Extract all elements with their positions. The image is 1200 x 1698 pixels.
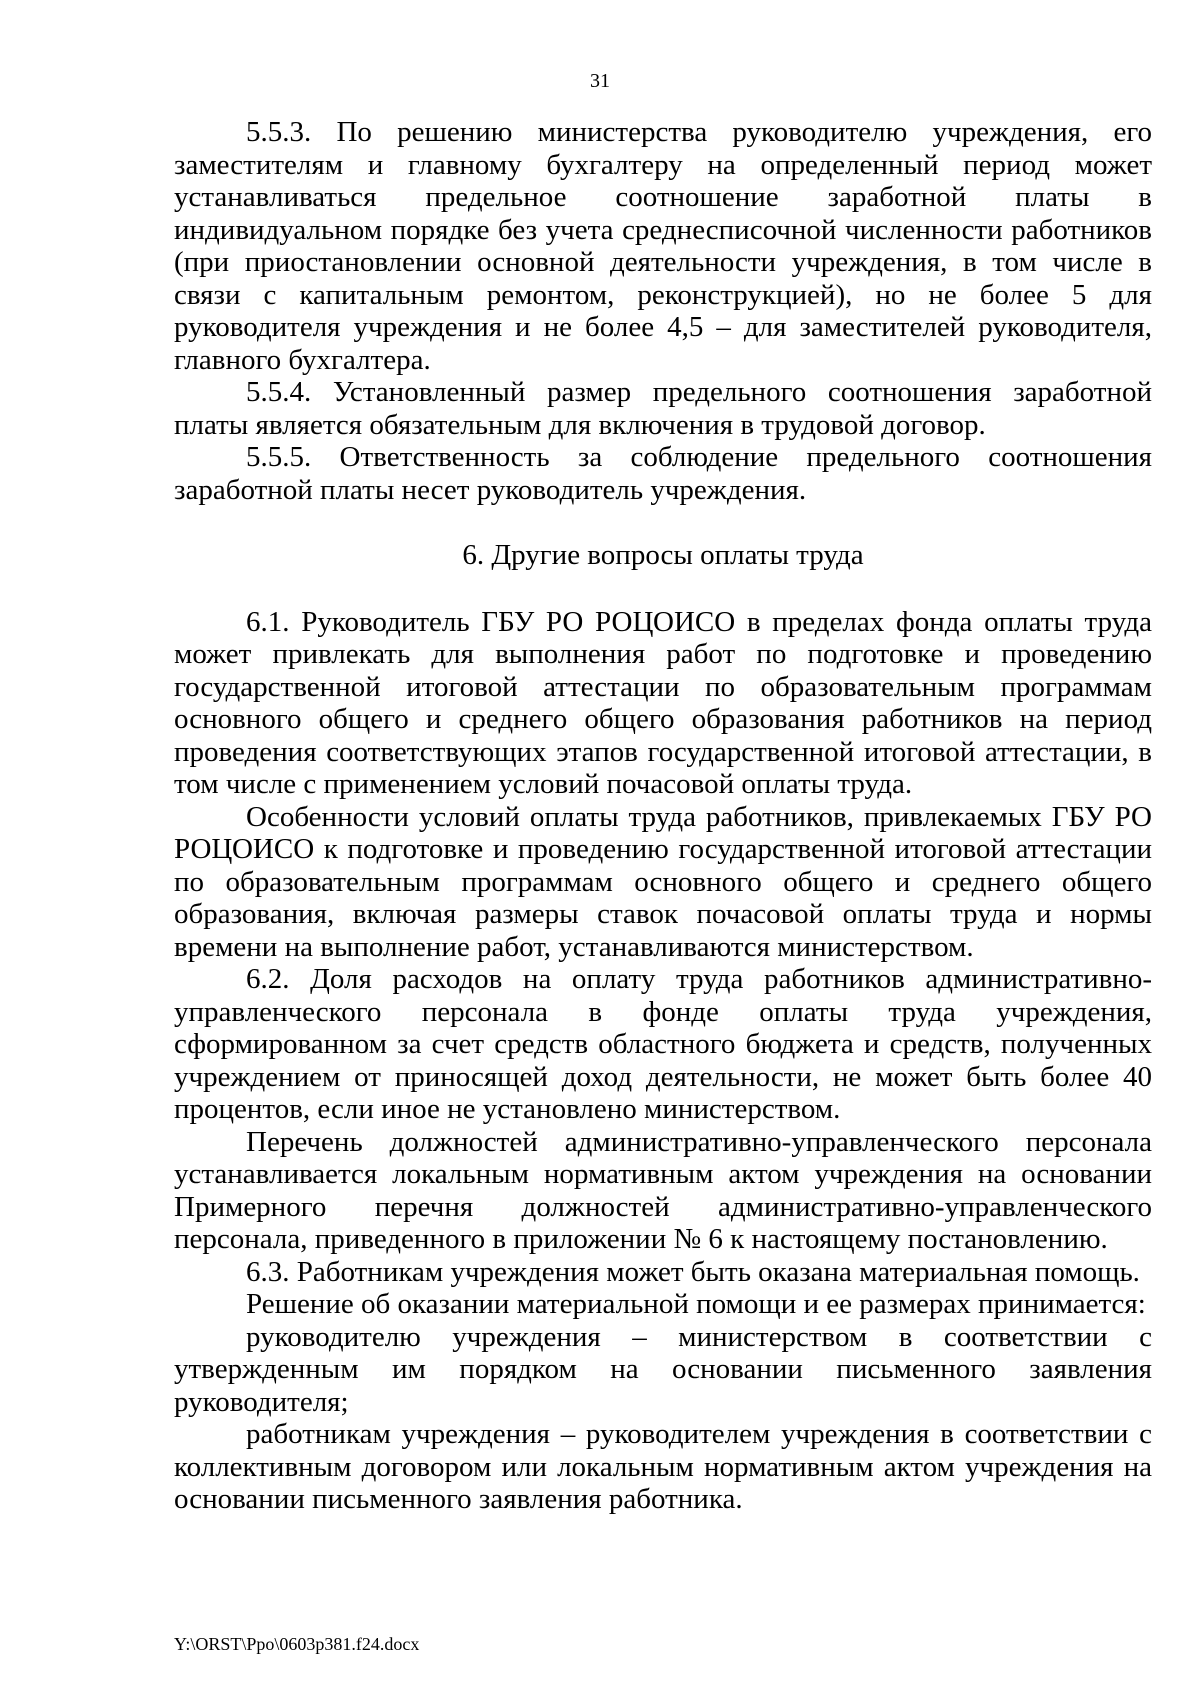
- document-body: [174, 116, 1152, 1516]
- paragraph-6-1: 6.1. Руководитель ГБУ РО РОЦОИСО в пределах фонда оплаты труда может привлекать для выполнения работ по подготовке и проведению государственной итоговой аттестации по образовательным программам основного общего и среднего общего образования работников на период проведения соответствующих этапов государственной итоговой аттестации, в том числе с применением условий почасовой оплаты труда.: [174, 605, 1152, 800]
- paragraph-6-3-workers: работникам учреждения – руководителем учреждения в соответствии с коллективным договором или локальным нормативным актом учреждения на основании письменного заявления работника.: [174, 1418, 1152, 1515]
- paragraph-6-1-features: Особенности условий оплаты труда работников, привлекаемых ГБУ РО РОЦОИСО к подготовке и проведению государственной итоговой аттестации по образовательным программам основного общего и среднего общего образования, включая размеры ставок почасовой оплаты труда и нормы времени на выполнение работ, устанавливаются министерством.: [174, 800, 1152, 963]
- paragraph-6-3-decision: Решение об оказании материальной помощи и ее размерах принимается:: [246, 1288, 1146, 1320]
- paragraph-5-5-4: 5.5.4. Установленный размер предельного соотношения заработной платы является обязательным для включения в трудовой договор.: [174, 376, 1152, 441]
- page-number: 31: [590, 70, 610, 92]
- section-heading: 6. Другие вопросы оплаты труда: [462, 539, 864, 571]
- paragraph-5-5-3: 5.5.3. По решению министерства руководителю учреждения, его заместителям и главному бухгалтеру на определенный период может устанавливаться предельное соотношение заработной платы в индивидуальном порядке без учета среднесписочной численности работников (при приостановлении основной деятельности учреждения, в том числе в связи с капитальным ремонтом, реконструкцией), но не более 5 для руководителя учреждения и не более 4,5 – для заместителей руководителя, главного бухгалтера.: [174, 116, 1152, 376]
- paragraph-6-2: 6.2. Доля расходов на оплату труда работников административно-управленческого персонала в фонде оплаты труда учреждения, сформированном за счет средств областного бюджета и средств, полученных учреждением от приносящей доход деятельности, не может быть более 40 процентов, если иное не установлено министерством.: [174, 963, 1152, 1125]
- paragraph-6-3: 6.3. Работникам учреждения может быть оказана материальная помощь.: [246, 1255, 1140, 1288]
- footer-file-path: Y:\ORST\Ppo\0603p381.f24.docx: [174, 1634, 420, 1654]
- paragraph-5-5-5: 5.5.5. Ответственность за соблюдение предельного соотношения заработной платы несет руководитель учреждения.: [174, 441, 1152, 506]
- paragraph-6-2-list: Перечень должностей административно-управленческого персонала устанавливается локальным нормативным актом учреждения на основании Примерного перечня должностей административно-управленческого персонала, приведенного в приложении № 6 к настоящему постановлению.: [174, 1125, 1152, 1255]
- paragraph-6-3-head: руководителю учреждения – министерством в соответствии с утвержденным им порядком на основании письменного заявления руководителя;: [174, 1320, 1152, 1418]
